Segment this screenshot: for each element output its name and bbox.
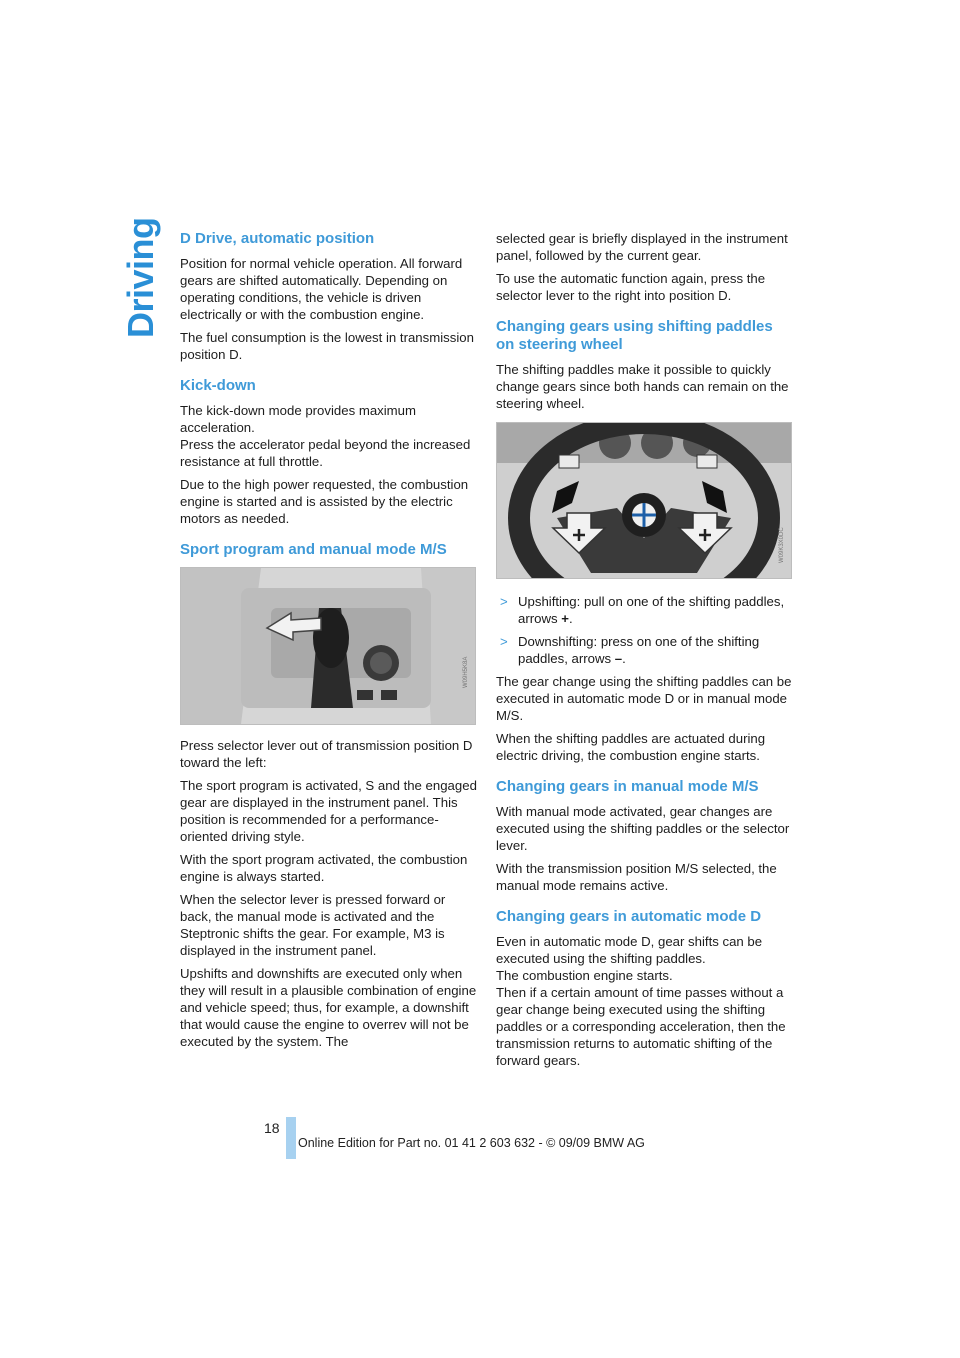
paragraph: Upshifts and downshifts are executed only when they will result in a plausible combination of engine and vehicle speed; thus, for example, a downshift that would cause the engine to overrev will not be executed by the system. The bbox=[180, 966, 477, 1049]
paragraph: When the selector lever is pressed forward or back, the manual mode is activated and the Steptronic shifts the gear. For example, M3 is displayed in the instrument panel. bbox=[180, 892, 446, 958]
edition-footer: Online Edition for Part no. 01 41 2 603 632 - © 09/09 BMW AG bbox=[298, 1136, 645, 1150]
paragraph: With manual mode activated, gear changes are executed using the shifting paddles or the selector lever. bbox=[496, 804, 790, 853]
heading-d-drive: D Drive, automatic position bbox=[180, 230, 375, 247]
paragraph: selected gear is briefly displayed in the instrument panel, followed by the current gear. bbox=[496, 231, 788, 263]
list-item: > Upshifting: pull on one of the shifting paddles, arrows +. bbox=[500, 594, 785, 626]
bullet-marker: > bbox=[500, 634, 508, 649]
heading-shifting-paddles: Changing gears using shifting paddles on steering wheel bbox=[496, 318, 773, 353]
paragraph: With the transmission position M/S selected, the manual mode remains active. bbox=[496, 861, 777, 893]
left-column bbox=[180, 230, 478, 1056]
bullet-marker: > bbox=[500, 594, 508, 609]
paragraph: The sport program is activated, S and the engaged gear are displayed in the instrument panel. This position is recommended for a performance-oriented driving style. bbox=[180, 778, 477, 844]
text-line: The combustion engine starts. bbox=[496, 968, 673, 983]
paragraph: Due to the high power requested, the combustion engine is started and is assisted by the electric motors as needed. bbox=[180, 477, 469, 526]
section-tab bbox=[120, 217, 161, 338]
bullet-list bbox=[496, 593, 794, 667]
paragraph bbox=[180, 402, 478, 470]
paragraph: Press selector lever out of transmission position D toward the left: bbox=[180, 738, 473, 770]
heading-automatic-mode: Changing gears in automatic mode D bbox=[496, 908, 762, 925]
paragraph: Position for normal vehicle operation. All forward gears are shifted automatically. Depending on operating conditions, the vehicle is driven electrically or with the combustion engine. bbox=[180, 256, 463, 322]
list-item-text: Downshifting: press on one of the shifting paddles, arrows bbox=[518, 634, 760, 666]
text-line: Even in automatic mode D, gear shifts can be executed using the shifting paddles. bbox=[496, 934, 763, 966]
plus-symbol: + bbox=[561, 611, 569, 626]
selector-lever-image bbox=[180, 567, 476, 725]
paragraph bbox=[496, 933, 794, 1069]
figure-watermark: W09H5K8A bbox=[463, 656, 469, 688]
text-line: Press the accelerator pedal beyond the increased resistance at full throttle. bbox=[180, 437, 471, 469]
text-line: Then if a certain amount of time passes without a gear change being executed using the shifting paddles or a corresponding acceleration, then the transmission returns to automatic shifting of the forward gears. bbox=[496, 985, 786, 1068]
heading-manual-mode: Changing gears in manual mode M/S bbox=[496, 778, 759, 795]
paragraph: To use the automatic function again, press the selector lever to the right into position D. bbox=[496, 271, 766, 303]
heading-kick-down: Kick-down bbox=[180, 377, 256, 394]
heading-sport-program: Sport program and manual mode M/S bbox=[180, 541, 447, 558]
paragraph: With the sport program activated, the combustion engine is always started. bbox=[180, 852, 468, 884]
text-line: The kick-down mode provides maximum acceleration. bbox=[180, 403, 416, 435]
steering-wheel-image bbox=[496, 422, 792, 579]
section-tab-label: Driving bbox=[120, 217, 161, 338]
figure-watermark: W09K3X0DC bbox=[779, 527, 785, 563]
list-item-text: Upshifting: pull on one of the shifting paddles, arrows bbox=[518, 594, 785, 626]
minus-symbol: – bbox=[614, 651, 623, 666]
paragraph: The fuel consumption is the lowest in transmission position D. bbox=[180, 330, 474, 362]
list-item: > Downshifting: press on one of the shifting paddles, arrows –. bbox=[500, 634, 760, 666]
paragraph: When the shifting paddles are actuated during electric driving, the combustion engine starts. bbox=[496, 731, 766, 763]
page-number: 18 bbox=[264, 1120, 280, 1136]
paragraph: The shifting paddles make it possible to quickly change gears since both hands can remain on the steering wheel. bbox=[496, 362, 789, 411]
right-column bbox=[496, 230, 794, 1075]
footer-accent-bar bbox=[286, 1117, 296, 1159]
paragraph: The gear change using the shifting paddles can be executed in automatic mode D or in manual mode M/S. bbox=[496, 674, 792, 723]
